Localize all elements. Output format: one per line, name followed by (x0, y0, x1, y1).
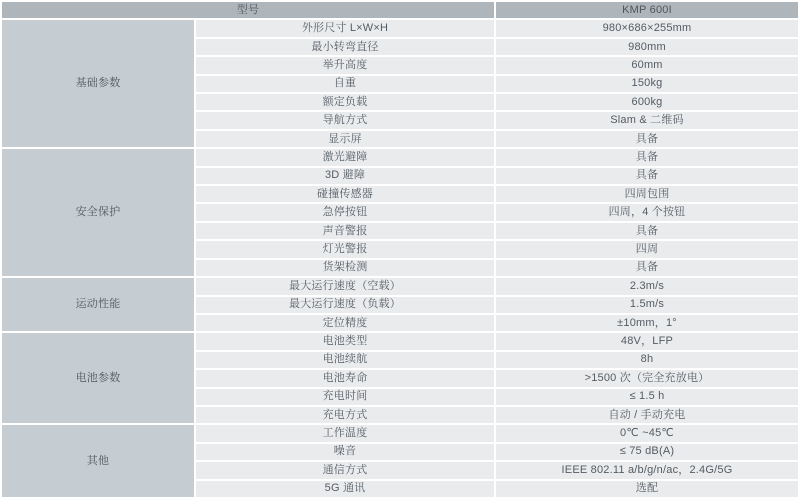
value-cell: 2.3m/s (496, 278, 798, 294)
value-cell: 具备 (496, 223, 798, 239)
param-cell: 3D 避障 (196, 168, 494, 184)
group-cell-basic-params: 基础参数 (2, 20, 194, 147)
value-cell: 1.5m/s (496, 297, 798, 313)
value-cell: 8h (496, 352, 798, 368)
param-cell: 货架检测 (196, 260, 494, 276)
value-cell: Slam & 二维码 (496, 112, 798, 128)
param-cell: 通信方式 (196, 462, 494, 478)
value-cell: ±10mm，1° (496, 315, 798, 331)
value-cell: ≤ 1.5 h (496, 389, 798, 405)
value-cell: 600kg (496, 94, 798, 110)
table-row (2, 149, 798, 165)
param-cell: 5G 通讯 (196, 481, 494, 497)
value-cell: 60mm (496, 57, 798, 73)
param-cell: 最大运行速度（负载） (196, 297, 494, 313)
group-cell-battery: 电池参数 (2, 333, 194, 423)
param-cell: 声音警报 (196, 223, 494, 239)
model-value-cell: KMP 600I (496, 2, 798, 18)
value-cell: 980mm (496, 39, 798, 55)
value-cell: 150kg (496, 76, 798, 92)
param-cell: 电池类型 (196, 333, 494, 349)
value-cell: 四周包围 (496, 186, 798, 202)
table-row (2, 425, 798, 441)
value-cell: 四周 (496, 241, 798, 257)
param-cell: 举升高度 (196, 57, 494, 73)
value-cell: 48V，LFP (496, 333, 798, 349)
group-cell-motion: 运动性能 (2, 278, 194, 331)
value-cell: 具备 (496, 131, 798, 147)
param-cell: 自重 (196, 76, 494, 92)
value-cell: 0℃ ~45℃ (496, 425, 798, 441)
group-cell-safety: 安全保护 (2, 149, 194, 276)
table-row (2, 20, 798, 36)
value-cell: 具备 (496, 149, 798, 165)
param-cell: 显示屏 (196, 131, 494, 147)
value-cell: 具备 (496, 168, 798, 184)
value-cell: ≤ 75 dB(A) (496, 444, 798, 460)
table-row (2, 278, 798, 294)
param-cell: 灯光警报 (196, 241, 494, 257)
param-cell: 噪音 (196, 444, 494, 460)
param-cell: 充电方式 (196, 407, 494, 423)
table-row (2, 333, 798, 349)
value-cell: 980×686×255mm (496, 20, 798, 36)
param-cell: 定位精度 (196, 315, 494, 331)
param-cell: 外形尺寸 L×W×H (196, 20, 494, 36)
param-cell: 急停按钮 (196, 204, 494, 220)
value-cell: 具备 (496, 260, 798, 276)
header-row (2, 2, 798, 18)
value-cell: 四周，4 个按钮 (496, 204, 798, 220)
value-cell: 选配 (496, 481, 798, 497)
model-label-cell: 型号 (2, 2, 494, 18)
param-cell: 充电时间 (196, 389, 494, 405)
param-cell: 激光避障 (196, 149, 494, 165)
param-cell: 最大运行速度（空载） (196, 278, 494, 294)
param-cell: 电池续航 (196, 352, 494, 368)
group-cell-others: 其他 (2, 425, 194, 497)
param-cell: 最小转弯直径 (196, 39, 494, 55)
param-cell: 额定负载 (196, 94, 494, 110)
value-cell: 自动 / 手动充电 (496, 407, 798, 423)
value-cell: IEEE 802.11 a/b/g/n/ac，2.4G/5G (496, 462, 798, 478)
param-cell: 碰撞传感器 (196, 186, 494, 202)
param-cell: 电池寿命 (196, 370, 494, 386)
param-cell: 工作温度 (196, 425, 494, 441)
param-cell: 导航方式 (196, 112, 494, 128)
value-cell: >1500 次（完全充放电） (496, 370, 798, 386)
